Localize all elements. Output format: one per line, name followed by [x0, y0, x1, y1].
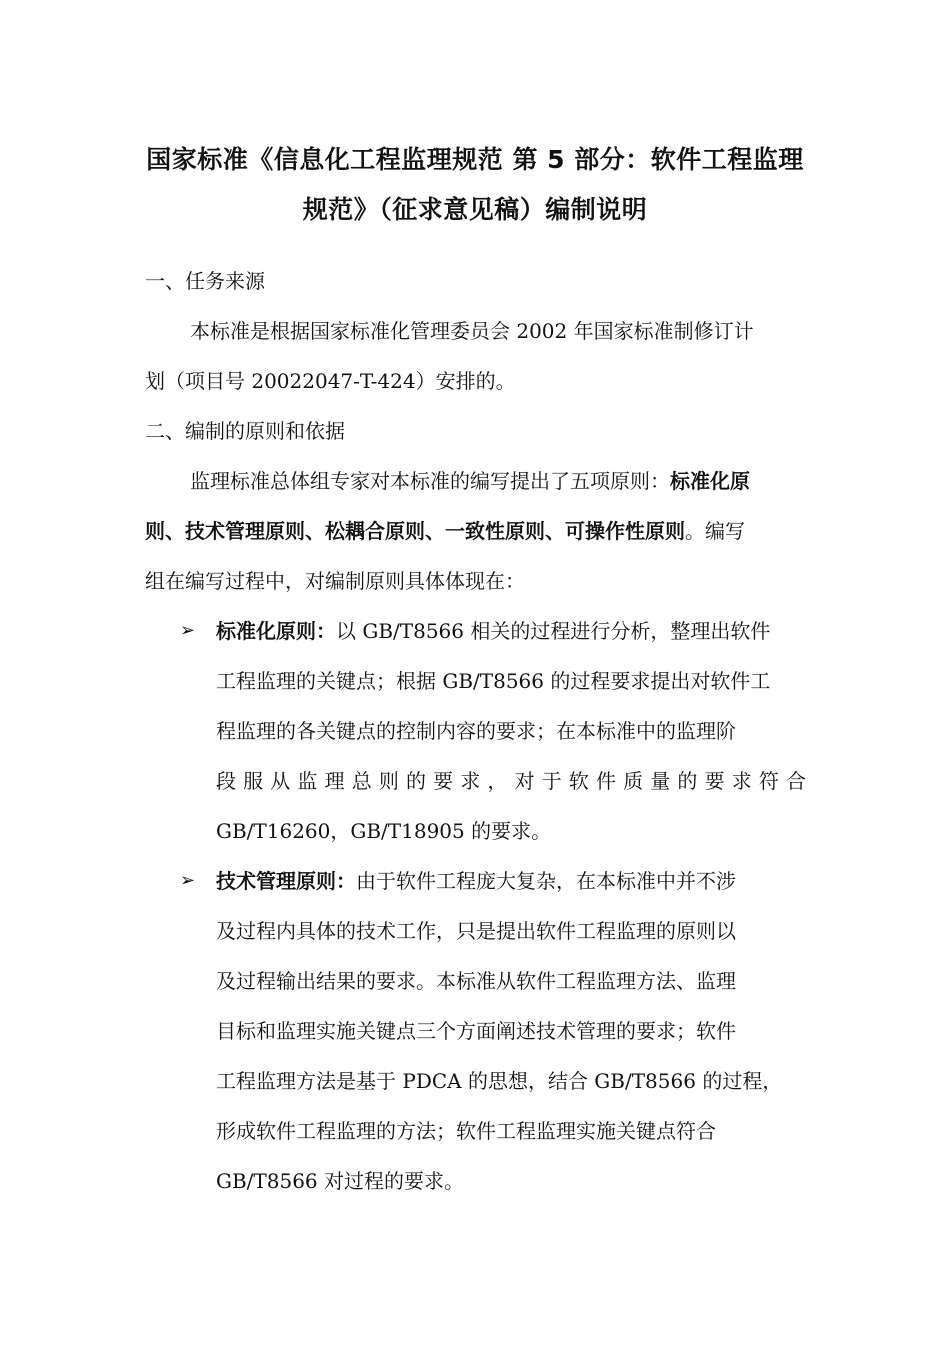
bullet-text-line: 形成软件工程监理的方法；软件工程监理实施关键点符合	[216, 1119, 716, 1143]
bullet-text-line: 段服从监理总则的要求，对于软件质量的要求符合	[216, 769, 806, 793]
bullet-arrow-icon: ➢	[180, 870, 196, 891]
section-heading-task-source: 一、任务来源	[145, 269, 265, 293]
paragraph-line	[190, 466, 750, 496]
document-title-line-2: 规范》（征求意见稿）编制说明	[302, 195, 648, 224]
paragraph-text: 监理标准总体组专家对本标准的编写提出了五项原则：	[190, 469, 670, 493]
bullet-text: 由于软件工程庞大复杂，在本标准中并不涉	[356, 869, 736, 893]
paragraph-line	[145, 516, 745, 546]
section-heading-principles: 二、编制的原则和依据	[145, 419, 345, 443]
bullet-label: 技术管理原则：	[216, 869, 356, 893]
bullet-text-line: 程监理的各关键点的控制内容的要求；在本标准中的监理阶	[216, 719, 736, 743]
bullet-text-line: 工程监理的关键点；根据 GB/T8566 的过程要求提出对软件工	[216, 669, 771, 693]
bullet-text-line: 及过程输出结果的要求。本标准从软件工程监理方法、监理	[216, 969, 736, 993]
bullet-text-line: 及过程内具体的技术工作，只是提出软件工程监理的原则以	[216, 919, 736, 943]
paragraph-line: 划（项目号 20022047-T-424）安排的。	[145, 369, 516, 393]
bullet-text-line: GB/T8566 对过程的要求。	[216, 1169, 465, 1193]
paragraph-line: 本标准是根据国家标准化管理委员会 2002 年国家标准制修订计	[190, 319, 754, 343]
document-title-line-1: 国家标准《信息化工程监理规范 第 5 部分：软件工程监理	[146, 145, 804, 174]
bullet-item-standardization	[216, 616, 770, 646]
principle-list-bold: 则、技术管理原则、松耦合原则、一致性原则、可操作性原则	[145, 519, 685, 543]
bullet-arrow-icon: ➢	[180, 620, 196, 641]
principle-list-bold: 标准化原	[670, 469, 750, 493]
paragraph-text: 。编写	[685, 519, 745, 543]
bullet-text-line: 目标和监理实施关键点三个方面阐述技术管理的要求；软件	[216, 1019, 736, 1043]
bullet-label: 标准化原则：	[216, 619, 336, 643]
paragraph-line: 组在编写过程中，对编制原则具体体现在：	[145, 569, 525, 593]
bullet-item-technical-management	[216, 866, 736, 896]
bullet-text-line: GB/T16260，GB/T18905 的要求。	[216, 819, 552, 843]
bullet-text: 以 GB/T8566 相关的过程进行分析，整理出软件	[336, 619, 771, 643]
bullet-text-line: 工程监理方法是基于 PDCA 的思想，结合 GB/T8566 的过程，	[216, 1069, 783, 1093]
